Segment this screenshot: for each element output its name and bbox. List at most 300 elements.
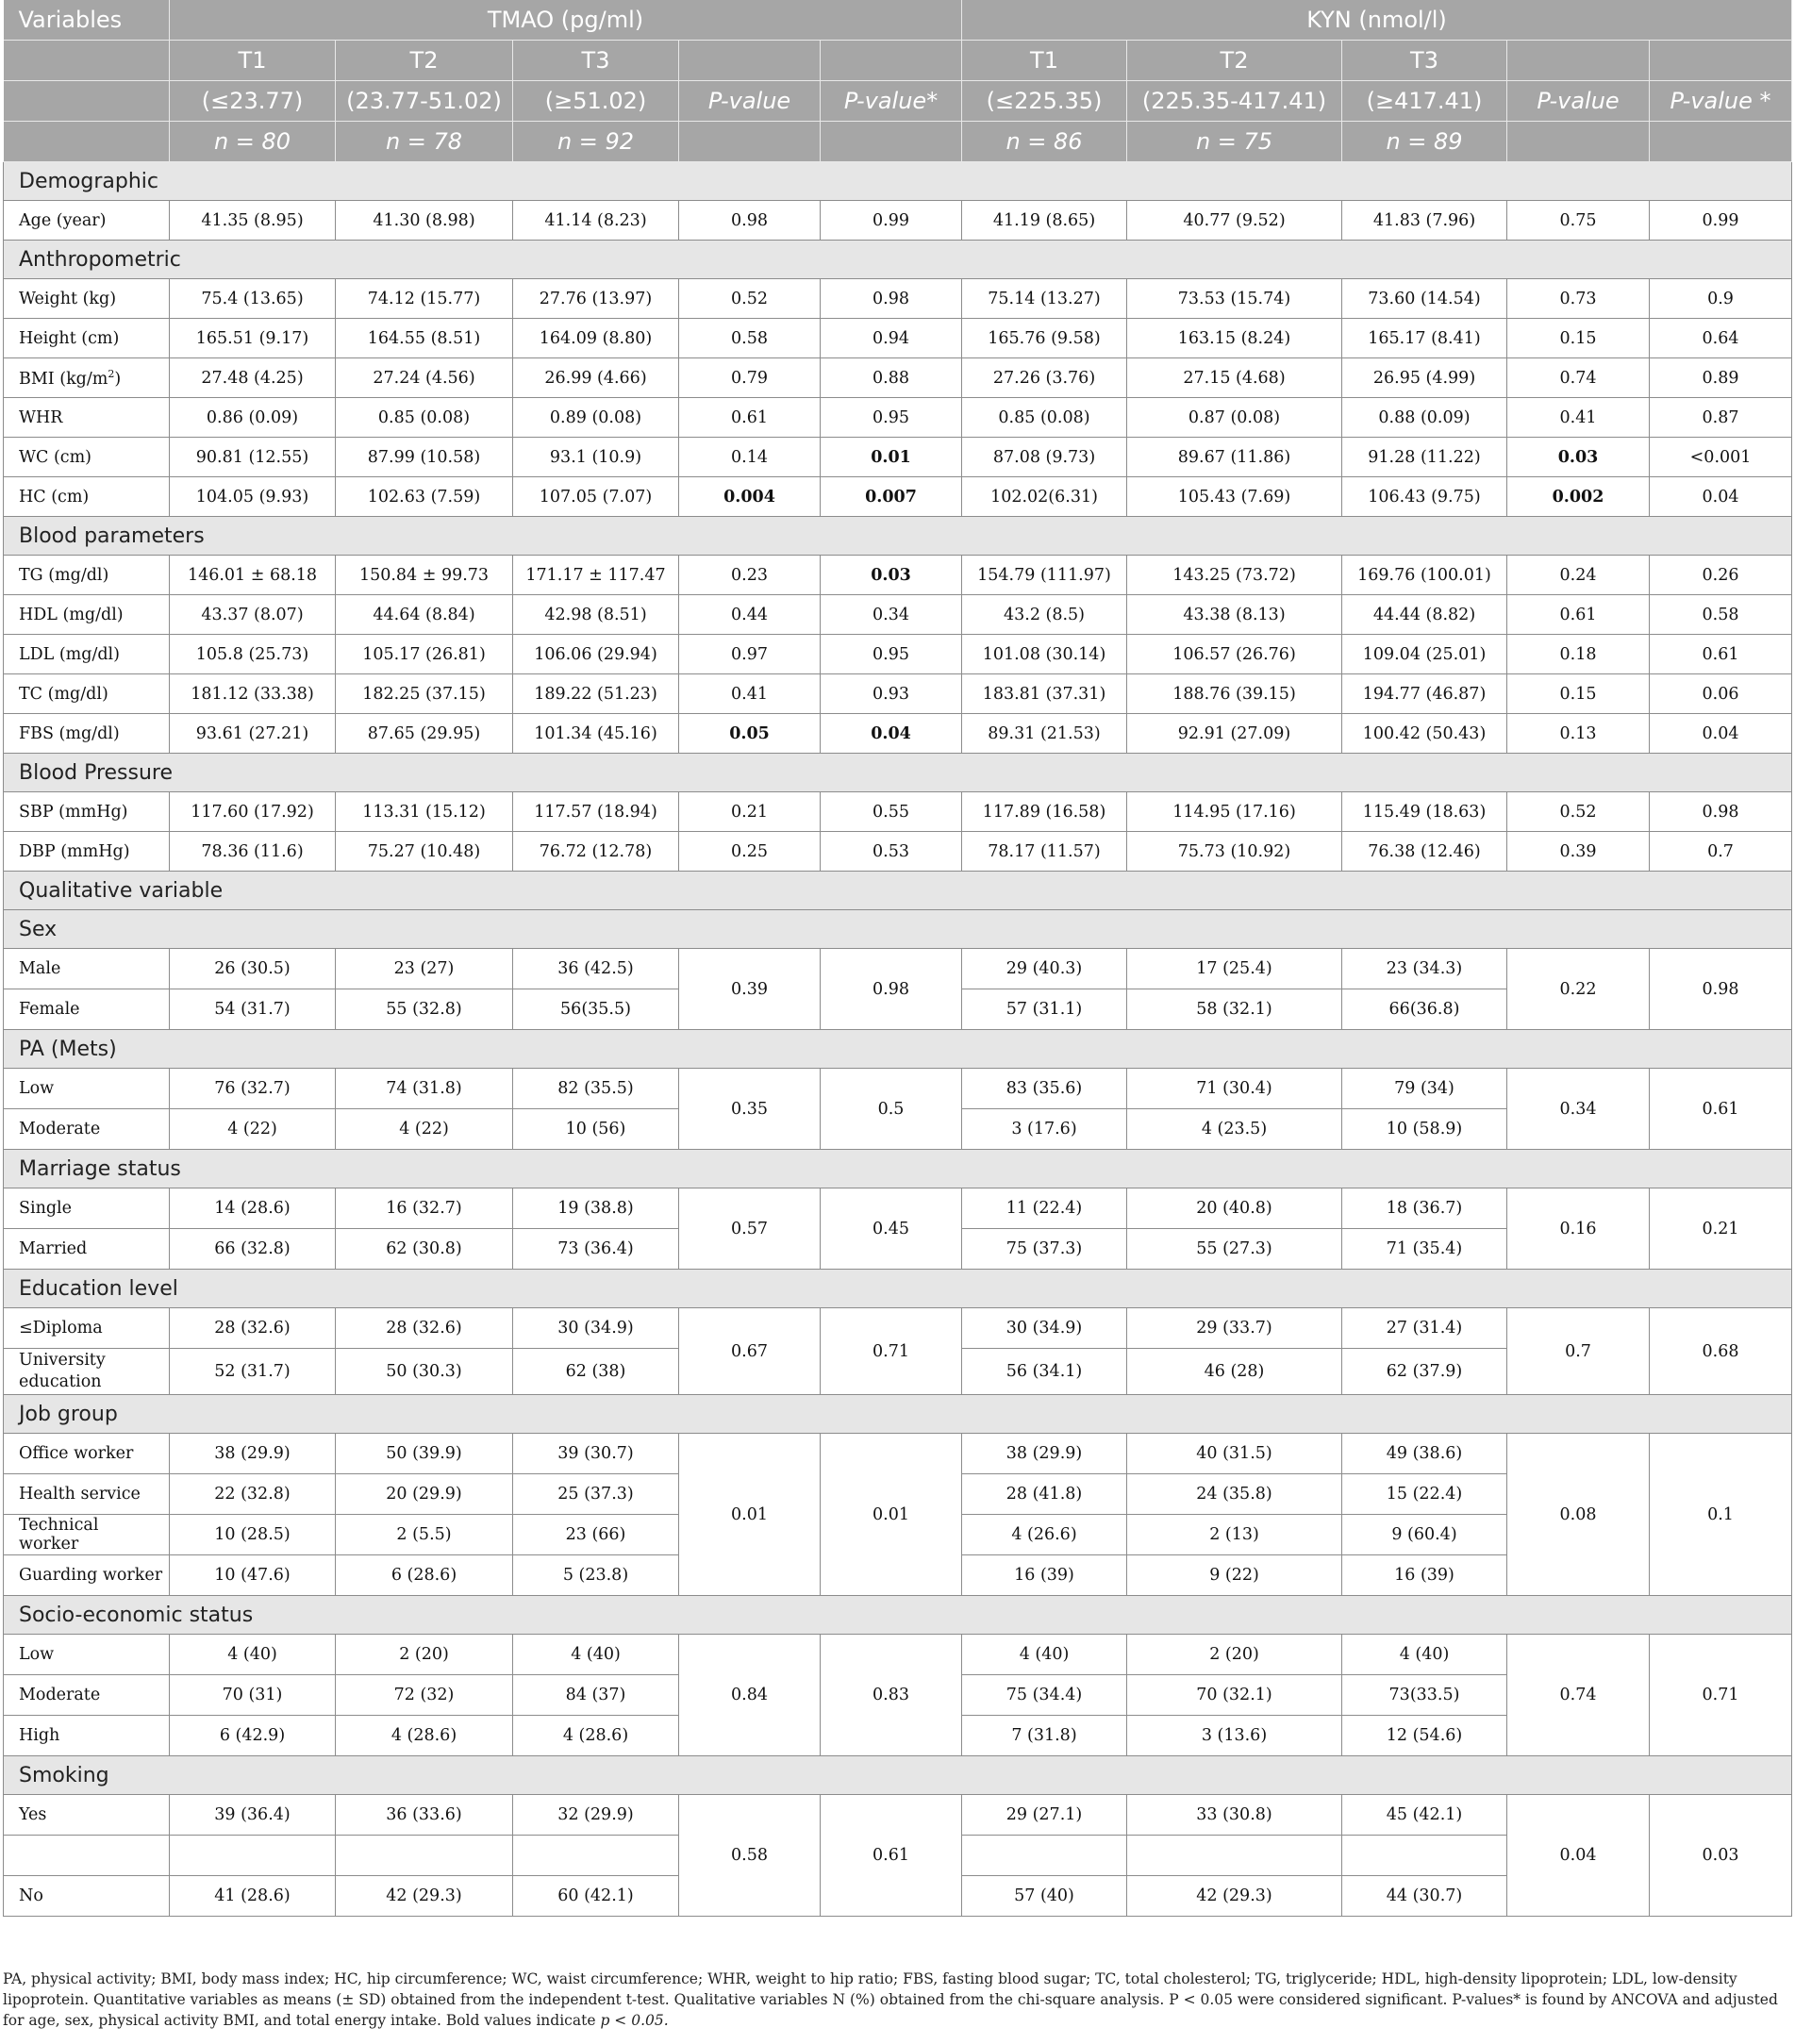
header-kyn-p-value: P-value — [1507, 81, 1650, 122]
section-row-pa — [4, 1030, 1792, 1069]
p-value-cell: 0.98 — [679, 201, 821, 241]
table-row — [4, 358, 1792, 398]
p-value-cell: 0.98 — [821, 949, 962, 1030]
value-cell: 4 (22) — [336, 1109, 513, 1150]
header-kyn-t3-range: (≥417.41) — [1342, 81, 1507, 122]
value-cell: 87.08 (9.73) — [962, 438, 1127, 477]
section-label: Job group — [4, 1395, 1792, 1434]
value-cell: 40 (31.5) — [1127, 1434, 1342, 1474]
value-cell: 46 (28) — [1127, 1349, 1342, 1395]
header-tmao-t1: T1 — [170, 41, 336, 81]
value-cell: 70 (31) — [170, 1675, 336, 1716]
table-row — [4, 1308, 1792, 1349]
value-cell: 57 (31.1) — [962, 989, 1127, 1030]
row-label: Female — [4, 989, 170, 1030]
header-tmao-t3-n: n = 92 — [513, 122, 679, 162]
section-label: Education level — [4, 1270, 1792, 1308]
section-row-demographic — [4, 162, 1792, 201]
table-row — [4, 1434, 1792, 1474]
value-cell: 0.86 (0.09) — [170, 398, 336, 438]
value-cell — [336, 1836, 513, 1876]
p-value-cell: 0.95 — [821, 635, 962, 674]
value-cell: 0.85 (0.08) — [962, 398, 1127, 438]
value-cell: 23 (66) — [513, 1515, 679, 1555]
value-cell: 165.76 (9.58) — [962, 319, 1127, 358]
value-cell: 76.72 (12.78) — [513, 832, 679, 872]
value-cell: 164.55 (8.51) — [336, 319, 513, 358]
value-cell: 30 (34.9) — [513, 1308, 679, 1349]
header-tmao-t2: T2 — [336, 41, 513, 81]
value-cell: 4 (28.6) — [336, 1716, 513, 1756]
value-cell: 7 (31.8) — [962, 1716, 1127, 1756]
value-cell: 27.26 (3.76) — [962, 358, 1127, 398]
value-cell: 75.27 (10.48) — [336, 832, 513, 872]
table-row — [4, 792, 1792, 832]
value-cell: 28 (32.6) — [336, 1308, 513, 1349]
p-value-cell: 0.67 — [679, 1308, 821, 1395]
row-label: ≤Diploma — [4, 1308, 170, 1349]
value-cell: 4 (40) — [170, 1635, 336, 1675]
footnote-text: PA, physical activity; BMI, body mass index; HC, hip circumference; WC, waist circumference; WHR, weight to hip ratio; FBS, fasting blood sugar; TC, total cholesterol; TG, triglyceride; HDL, high-density lipoprotein; LDL, low-density lipoprotein. Quantitative variables as means (± SD) obtained from the independent t-test. Qualitative variables N (%) obtained from the chi-square analysis. P < 0.05 were considered significant. P-values* is found by ANCOVA and adjusted for age, sex, physical activity BMI, and total energy intake. Bold values indicate — [3, 1970, 1778, 2029]
value-cell: 33 (30.8) — [1127, 1795, 1342, 1836]
value-cell: 75.73 (10.92) — [1127, 832, 1342, 872]
p-value-cell: 0.98 — [1650, 949, 1792, 1030]
table-row — [4, 714, 1792, 754]
value-cell: 10 (56) — [513, 1109, 679, 1150]
value-cell: 165.51 (9.17) — [170, 319, 336, 358]
value-cell: 26 (30.5) — [170, 949, 336, 989]
p-value-cell: 0.007 — [821, 477, 962, 517]
value-cell: 104.05 (9.93) — [170, 477, 336, 517]
p-value-cell: 0.71 — [1650, 1635, 1792, 1756]
p-value-cell: 0.03 — [1650, 1795, 1792, 1917]
value-cell: 154.79 (111.97) — [962, 556, 1127, 595]
value-cell: 2 (20) — [1127, 1635, 1342, 1675]
value-cell: 36 (42.5) — [513, 949, 679, 989]
header-kyn-t3-n: n = 89 — [1342, 122, 1507, 162]
p-value-cell: 0.64 — [1650, 319, 1792, 358]
header-kyn-t1-n: n = 86 — [962, 122, 1127, 162]
value-cell: 188.76 (39.15) — [1127, 674, 1342, 714]
p-value-cell: 0.68 — [1650, 1308, 1792, 1395]
p-value-cell: 0.58 — [679, 319, 821, 358]
value-cell: 19 (38.8) — [513, 1188, 679, 1229]
p-value-cell: 0.55 — [821, 792, 962, 832]
header-tmao-t3-range: (≥51.02) — [513, 81, 679, 122]
table-row — [4, 319, 1792, 358]
p-value-cell: 0.52 — [679, 279, 821, 319]
value-cell: 52 (31.7) — [170, 1349, 336, 1395]
value-cell: 101.08 (30.14) — [962, 635, 1127, 674]
value-cell: 71 (30.4) — [1127, 1069, 1342, 1109]
p-value-cell: 0.53 — [821, 832, 962, 872]
header-blank — [821, 41, 962, 81]
value-cell: 66(36.8) — [1342, 989, 1507, 1030]
p-value-cell: 0.15 — [1507, 674, 1650, 714]
value-cell: 143.25 (73.72) — [1127, 556, 1342, 595]
value-cell: 102.02(6.31) — [962, 477, 1127, 517]
table-row — [4, 1188, 1792, 1229]
header-blank — [4, 41, 170, 81]
value-cell: 106.57 (26.76) — [1127, 635, 1342, 674]
value-cell: 41.83 (7.96) — [1342, 201, 1507, 241]
p-value-cell: 0.5 — [821, 1069, 962, 1150]
p-value-cell: 0.94 — [821, 319, 962, 358]
header-kyn-t1-range: (≤225.35) — [962, 81, 1127, 122]
p-value-cell: 0.74 — [1507, 1635, 1650, 1756]
table-body — [4, 162, 1792, 1917]
p-value-cell: 0.41 — [1507, 398, 1650, 438]
row-label: High — [4, 1716, 170, 1756]
value-cell: 106.06 (29.94) — [513, 635, 679, 674]
value-cell: 79 (34) — [1342, 1069, 1507, 1109]
table-row — [4, 201, 1792, 241]
value-cell: 26.95 (4.99) — [1342, 358, 1507, 398]
section-row-marriage — [4, 1150, 1792, 1188]
p-value-cell: 0.34 — [821, 595, 962, 635]
value-cell: 27 (31.4) — [1342, 1308, 1507, 1349]
value-cell: 9 (60.4) — [1342, 1515, 1507, 1555]
value-cell: 3 (13.6) — [1127, 1716, 1342, 1756]
value-cell: 9 (22) — [1127, 1555, 1342, 1596]
value-cell: 50 (30.3) — [336, 1349, 513, 1395]
row-label: Technical worker — [4, 1515, 170, 1555]
value-cell: 43.38 (8.13) — [1127, 595, 1342, 635]
value-cell: 62 (38) — [513, 1349, 679, 1395]
value-cell: 75 (37.3) — [962, 1229, 1127, 1270]
value-cell: 56(35.5) — [513, 989, 679, 1030]
p-value-cell: 0.61 — [679, 398, 821, 438]
value-cell: 22 (32.8) — [170, 1474, 336, 1515]
section-row-sex — [4, 910, 1792, 949]
value-cell: 12 (54.6) — [1342, 1716, 1507, 1756]
p-value-cell: 0.58 — [679, 1795, 821, 1917]
p-value-cell: 0.22 — [1507, 949, 1650, 1030]
value-cell: 49 (38.6) — [1342, 1434, 1507, 1474]
p-value-cell: 0.13 — [1507, 714, 1650, 754]
value-cell: 74 (31.8) — [336, 1069, 513, 1109]
value-cell: 117.89 (16.58) — [962, 792, 1127, 832]
section-row-qualitative — [4, 872, 1792, 910]
section-label: Anthropometric — [4, 241, 1792, 279]
value-cell: 115.49 (18.63) — [1342, 792, 1507, 832]
value-cell: 3 (17.6) — [962, 1109, 1127, 1150]
value-cell: 87.65 (29.95) — [336, 714, 513, 754]
p-value-cell: 0.04 — [1650, 714, 1792, 754]
value-cell: 54 (31.7) — [170, 989, 336, 1030]
table-row — [4, 1635, 1792, 1675]
value-cell: 78.36 (11.6) — [170, 832, 336, 872]
p-value-cell: 0.98 — [1650, 792, 1792, 832]
header-tmao-t2-n: n = 78 — [336, 122, 513, 162]
row-label: Height (cm) — [4, 319, 170, 358]
value-cell: 189.22 (51.23) — [513, 674, 679, 714]
value-cell: 17 (25.4) — [1127, 949, 1342, 989]
value-cell: 194.77 (46.87) — [1342, 674, 1507, 714]
p-value-cell: 0.03 — [1507, 438, 1650, 477]
row-label: Office worker — [4, 1434, 170, 1474]
row-label: Guarding worker — [4, 1555, 170, 1596]
value-cell: 100.42 (50.43) — [1342, 714, 1507, 754]
header-tmao-p-value-adjusted: P-value* — [821, 81, 962, 122]
value-cell: 83 (35.6) — [962, 1069, 1127, 1109]
value-cell: 74.12 (15.77) — [336, 279, 513, 319]
value-cell: 2 (20) — [336, 1635, 513, 1675]
p-value-cell: 0.25 — [679, 832, 821, 872]
row-label: WHR — [4, 398, 170, 438]
value-cell: 0.89 (0.08) — [513, 398, 679, 438]
section-row-blood_parameters — [4, 517, 1792, 556]
p-value-cell: 0.99 — [821, 201, 962, 241]
p-value-cell: 0.45 — [821, 1188, 962, 1270]
value-cell: 30 (34.9) — [962, 1308, 1127, 1349]
characteristics-table-container — [3, 0, 1791, 1917]
value-cell: 43.2 (8.5) — [962, 595, 1127, 635]
value-cell: 10 (58.9) — [1342, 1109, 1507, 1150]
p-value-cell: 0.95 — [821, 398, 962, 438]
value-cell: 73 (36.4) — [513, 1229, 679, 1270]
row-label — [4, 358, 170, 398]
header-kyn-t1: T1 — [962, 41, 1127, 81]
p-value-cell: 0.004 — [679, 477, 821, 517]
header-tmao-t3: T3 — [513, 41, 679, 81]
value-cell: 76.38 (12.46) — [1342, 832, 1507, 872]
value-cell: 76 (32.7) — [170, 1069, 336, 1109]
table-row — [4, 635, 1792, 674]
p-value-cell: 0.97 — [679, 635, 821, 674]
row-label: Single — [4, 1188, 170, 1229]
section-row-job — [4, 1395, 1792, 1434]
value-cell: 84 (37) — [513, 1675, 679, 1716]
section-row-smoking — [4, 1756, 1792, 1795]
row-label: HC (cm) — [4, 477, 170, 517]
value-cell: 72 (32) — [336, 1675, 513, 1716]
row-label: FBS (mg/dl) — [4, 714, 170, 754]
row-label — [4, 1836, 170, 1876]
row-label: No — [4, 1876, 170, 1917]
p-value-cell: 0.7 — [1650, 832, 1792, 872]
value-cell: 55 (27.3) — [1127, 1229, 1342, 1270]
value-cell: 171.17 ± 117.47 — [513, 556, 679, 595]
value-cell: 26.99 (4.66) — [513, 358, 679, 398]
p-value-cell: 0.75 — [1507, 201, 1650, 241]
row-label-superscript: 2 — [108, 367, 115, 380]
value-cell: 44.44 (8.82) — [1342, 595, 1507, 635]
value-cell: 93.1 (10.9) — [513, 438, 679, 477]
section-label: Blood parameters — [4, 517, 1792, 556]
value-cell: 50 (39.9) — [336, 1434, 513, 1474]
p-value-cell: 0.04 — [821, 714, 962, 754]
value-cell: 27.76 (13.97) — [513, 279, 679, 319]
table-row — [4, 477, 1792, 517]
value-cell: 40.77 (9.52) — [1127, 201, 1342, 241]
value-cell: 89.31 (21.53) — [962, 714, 1127, 754]
value-cell: 25 (37.3) — [513, 1474, 679, 1515]
p-value-cell: 0.01 — [821, 438, 962, 477]
value-cell: 39 (30.7) — [513, 1434, 679, 1474]
value-cell: 109.04 (25.01) — [1342, 635, 1507, 674]
value-cell: 4 (22) — [170, 1109, 336, 1150]
p-value-cell: <0.001 — [1650, 438, 1792, 477]
p-value-cell: 0.21 — [1650, 1188, 1792, 1270]
p-value-cell: 0.34 — [1507, 1069, 1650, 1150]
table-footnote — [3, 1969, 1786, 2031]
value-cell: 71 (35.4) — [1342, 1229, 1507, 1270]
row-label: Moderate — [4, 1109, 170, 1150]
value-cell: 62 (30.8) — [336, 1229, 513, 1270]
value-cell: 42.98 (8.51) — [513, 595, 679, 635]
value-cell: 73.53 (15.74) — [1127, 279, 1342, 319]
value-cell — [1127, 1836, 1342, 1876]
value-cell: 27.15 (4.68) — [1127, 358, 1342, 398]
value-cell: 0.85 (0.08) — [336, 398, 513, 438]
table-row — [4, 398, 1792, 438]
p-value-cell: 0.89 — [1650, 358, 1792, 398]
value-cell: 32 (29.9) — [513, 1795, 679, 1836]
value-cell — [513, 1836, 679, 1876]
value-cell: 20 (40.8) — [1127, 1188, 1342, 1229]
p-value-cell: 0.03 — [821, 556, 962, 595]
header-blank — [1650, 122, 1792, 162]
value-cell: 10 (47.6) — [170, 1555, 336, 1596]
row-label: Moderate — [4, 1675, 170, 1716]
table-row — [4, 1795, 1792, 1836]
table-row — [4, 279, 1792, 319]
p-value-cell: 0.61 — [821, 1795, 962, 1917]
value-cell: 4 (40) — [962, 1635, 1127, 1675]
table-row — [4, 949, 1792, 989]
p-value-cell: 0.73 — [1507, 279, 1650, 319]
p-value-cell: 0.04 — [1507, 1795, 1650, 1917]
value-cell: 14 (28.6) — [170, 1188, 336, 1229]
p-value-cell: 0.61 — [1507, 595, 1650, 635]
p-value-cell: 0.1 — [1650, 1434, 1792, 1596]
value-cell: 41.35 (8.95) — [170, 201, 336, 241]
value-cell: 164.09 (8.80) — [513, 319, 679, 358]
value-cell: 57 (40) — [962, 1876, 1127, 1917]
p-value-cell: 0.24 — [1507, 556, 1650, 595]
value-cell: 6 (28.6) — [336, 1555, 513, 1596]
value-cell: 75.14 (13.27) — [962, 279, 1127, 319]
section-row-ses — [4, 1596, 1792, 1635]
value-cell: 75.4 (13.65) — [170, 279, 336, 319]
value-cell: 10 (28.5) — [170, 1515, 336, 1555]
value-cell — [170, 1836, 336, 1876]
table-row — [4, 674, 1792, 714]
p-value-cell: 0.9 — [1650, 279, 1792, 319]
value-cell: 55 (32.8) — [336, 989, 513, 1030]
value-cell: 27.24 (4.56) — [336, 358, 513, 398]
value-cell: 70 (32.1) — [1127, 1675, 1342, 1716]
value-cell: 43.37 (8.07) — [170, 595, 336, 635]
value-cell — [962, 1836, 1127, 1876]
header-tmao-t2-range: (23.77-51.02) — [336, 81, 513, 122]
p-value-cell: 0.87 — [1650, 398, 1792, 438]
value-cell: 44 (30.7) — [1342, 1876, 1507, 1917]
value-cell: 6 (42.9) — [170, 1716, 336, 1756]
header-blank — [821, 122, 962, 162]
footnote-tail: p < 0.05. — [600, 2012, 669, 2029]
value-cell: 60 (42.1) — [513, 1876, 679, 1917]
header-blank — [679, 41, 821, 81]
header-kyn-t2-n: n = 75 — [1127, 122, 1342, 162]
value-cell: 73.60 (14.54) — [1342, 279, 1507, 319]
p-value-cell: 0.84 — [679, 1635, 821, 1756]
value-cell: 41.19 (8.65) — [962, 201, 1127, 241]
table-row — [4, 595, 1792, 635]
p-value-cell: 0.16 — [1507, 1188, 1650, 1270]
p-value-cell: 0.06 — [1650, 674, 1792, 714]
p-value-cell: 0.61 — [1650, 1069, 1792, 1150]
p-value-cell: 0.26 — [1650, 556, 1792, 595]
value-cell: 18 (36.7) — [1342, 1188, 1507, 1229]
value-cell: 29 (40.3) — [962, 949, 1127, 989]
p-value-cell: 0.88 — [821, 358, 962, 398]
characteristics-table — [3, 0, 1792, 1917]
value-cell: 44.64 (8.84) — [336, 595, 513, 635]
value-cell — [1342, 1836, 1507, 1876]
p-value-cell: 0.39 — [1507, 832, 1650, 872]
value-cell: 24 (35.8) — [1127, 1474, 1342, 1515]
value-cell: 146.01 ± 68.18 — [170, 556, 336, 595]
row-label: SBP (mmHg) — [4, 792, 170, 832]
value-cell: 4 (40) — [1342, 1635, 1507, 1675]
p-value-cell: 0.08 — [1507, 1434, 1650, 1596]
row-label: WC (cm) — [4, 438, 170, 477]
section-row-education — [4, 1270, 1792, 1308]
p-value-cell: 0.74 — [1507, 358, 1650, 398]
value-cell: 0.87 (0.08) — [1127, 398, 1342, 438]
value-cell: 4 (40) — [513, 1635, 679, 1675]
value-cell: 106.43 (9.75) — [1342, 477, 1507, 517]
row-label: DBP (mmHg) — [4, 832, 170, 872]
value-cell: 87.99 (10.58) — [336, 438, 513, 477]
row-label: TG (mg/dl) — [4, 556, 170, 595]
header-tmao-p-value: P-value — [679, 81, 821, 122]
value-cell: 101.34 (45.16) — [513, 714, 679, 754]
value-cell: 117.60 (17.92) — [170, 792, 336, 832]
header-tmao-group: TMAO (pg/ml) — [170, 0, 962, 41]
p-value-cell: 0.57 — [679, 1188, 821, 1270]
value-cell: 183.81 (37.31) — [962, 674, 1127, 714]
row-label: Health service — [4, 1474, 170, 1515]
value-cell: 182.25 (37.15) — [336, 674, 513, 714]
table-row — [4, 438, 1792, 477]
p-value-cell: 0.14 — [679, 438, 821, 477]
value-cell: 15 (22.4) — [1342, 1474, 1507, 1515]
value-cell: 38 (29.9) — [170, 1434, 336, 1474]
p-value-cell: 0.99 — [1650, 201, 1792, 241]
value-cell: 90.81 (12.55) — [170, 438, 336, 477]
value-cell: 29 (27.1) — [962, 1795, 1127, 1836]
value-cell: 41 (28.6) — [170, 1876, 336, 1917]
value-cell: 16 (32.7) — [336, 1188, 513, 1229]
value-cell: 20 (29.9) — [336, 1474, 513, 1515]
p-value-cell: 0.41 — [679, 674, 821, 714]
value-cell: 0.88 (0.09) — [1342, 398, 1507, 438]
header-kyn-t3: T3 — [1342, 41, 1507, 81]
header-kyn-p-value-adjusted: P-value * — [1650, 81, 1792, 122]
p-value-cell: 0.35 — [679, 1069, 821, 1150]
p-value-cell: 0.002 — [1507, 477, 1650, 517]
table-row — [4, 556, 1792, 595]
value-cell: 2 (13) — [1127, 1515, 1342, 1555]
value-cell: 27.48 (4.25) — [170, 358, 336, 398]
value-cell: 91.28 (11.22) — [1342, 438, 1507, 477]
value-cell: 23 (34.3) — [1342, 949, 1507, 989]
table-row — [4, 1069, 1792, 1109]
header-blank — [1650, 41, 1792, 81]
